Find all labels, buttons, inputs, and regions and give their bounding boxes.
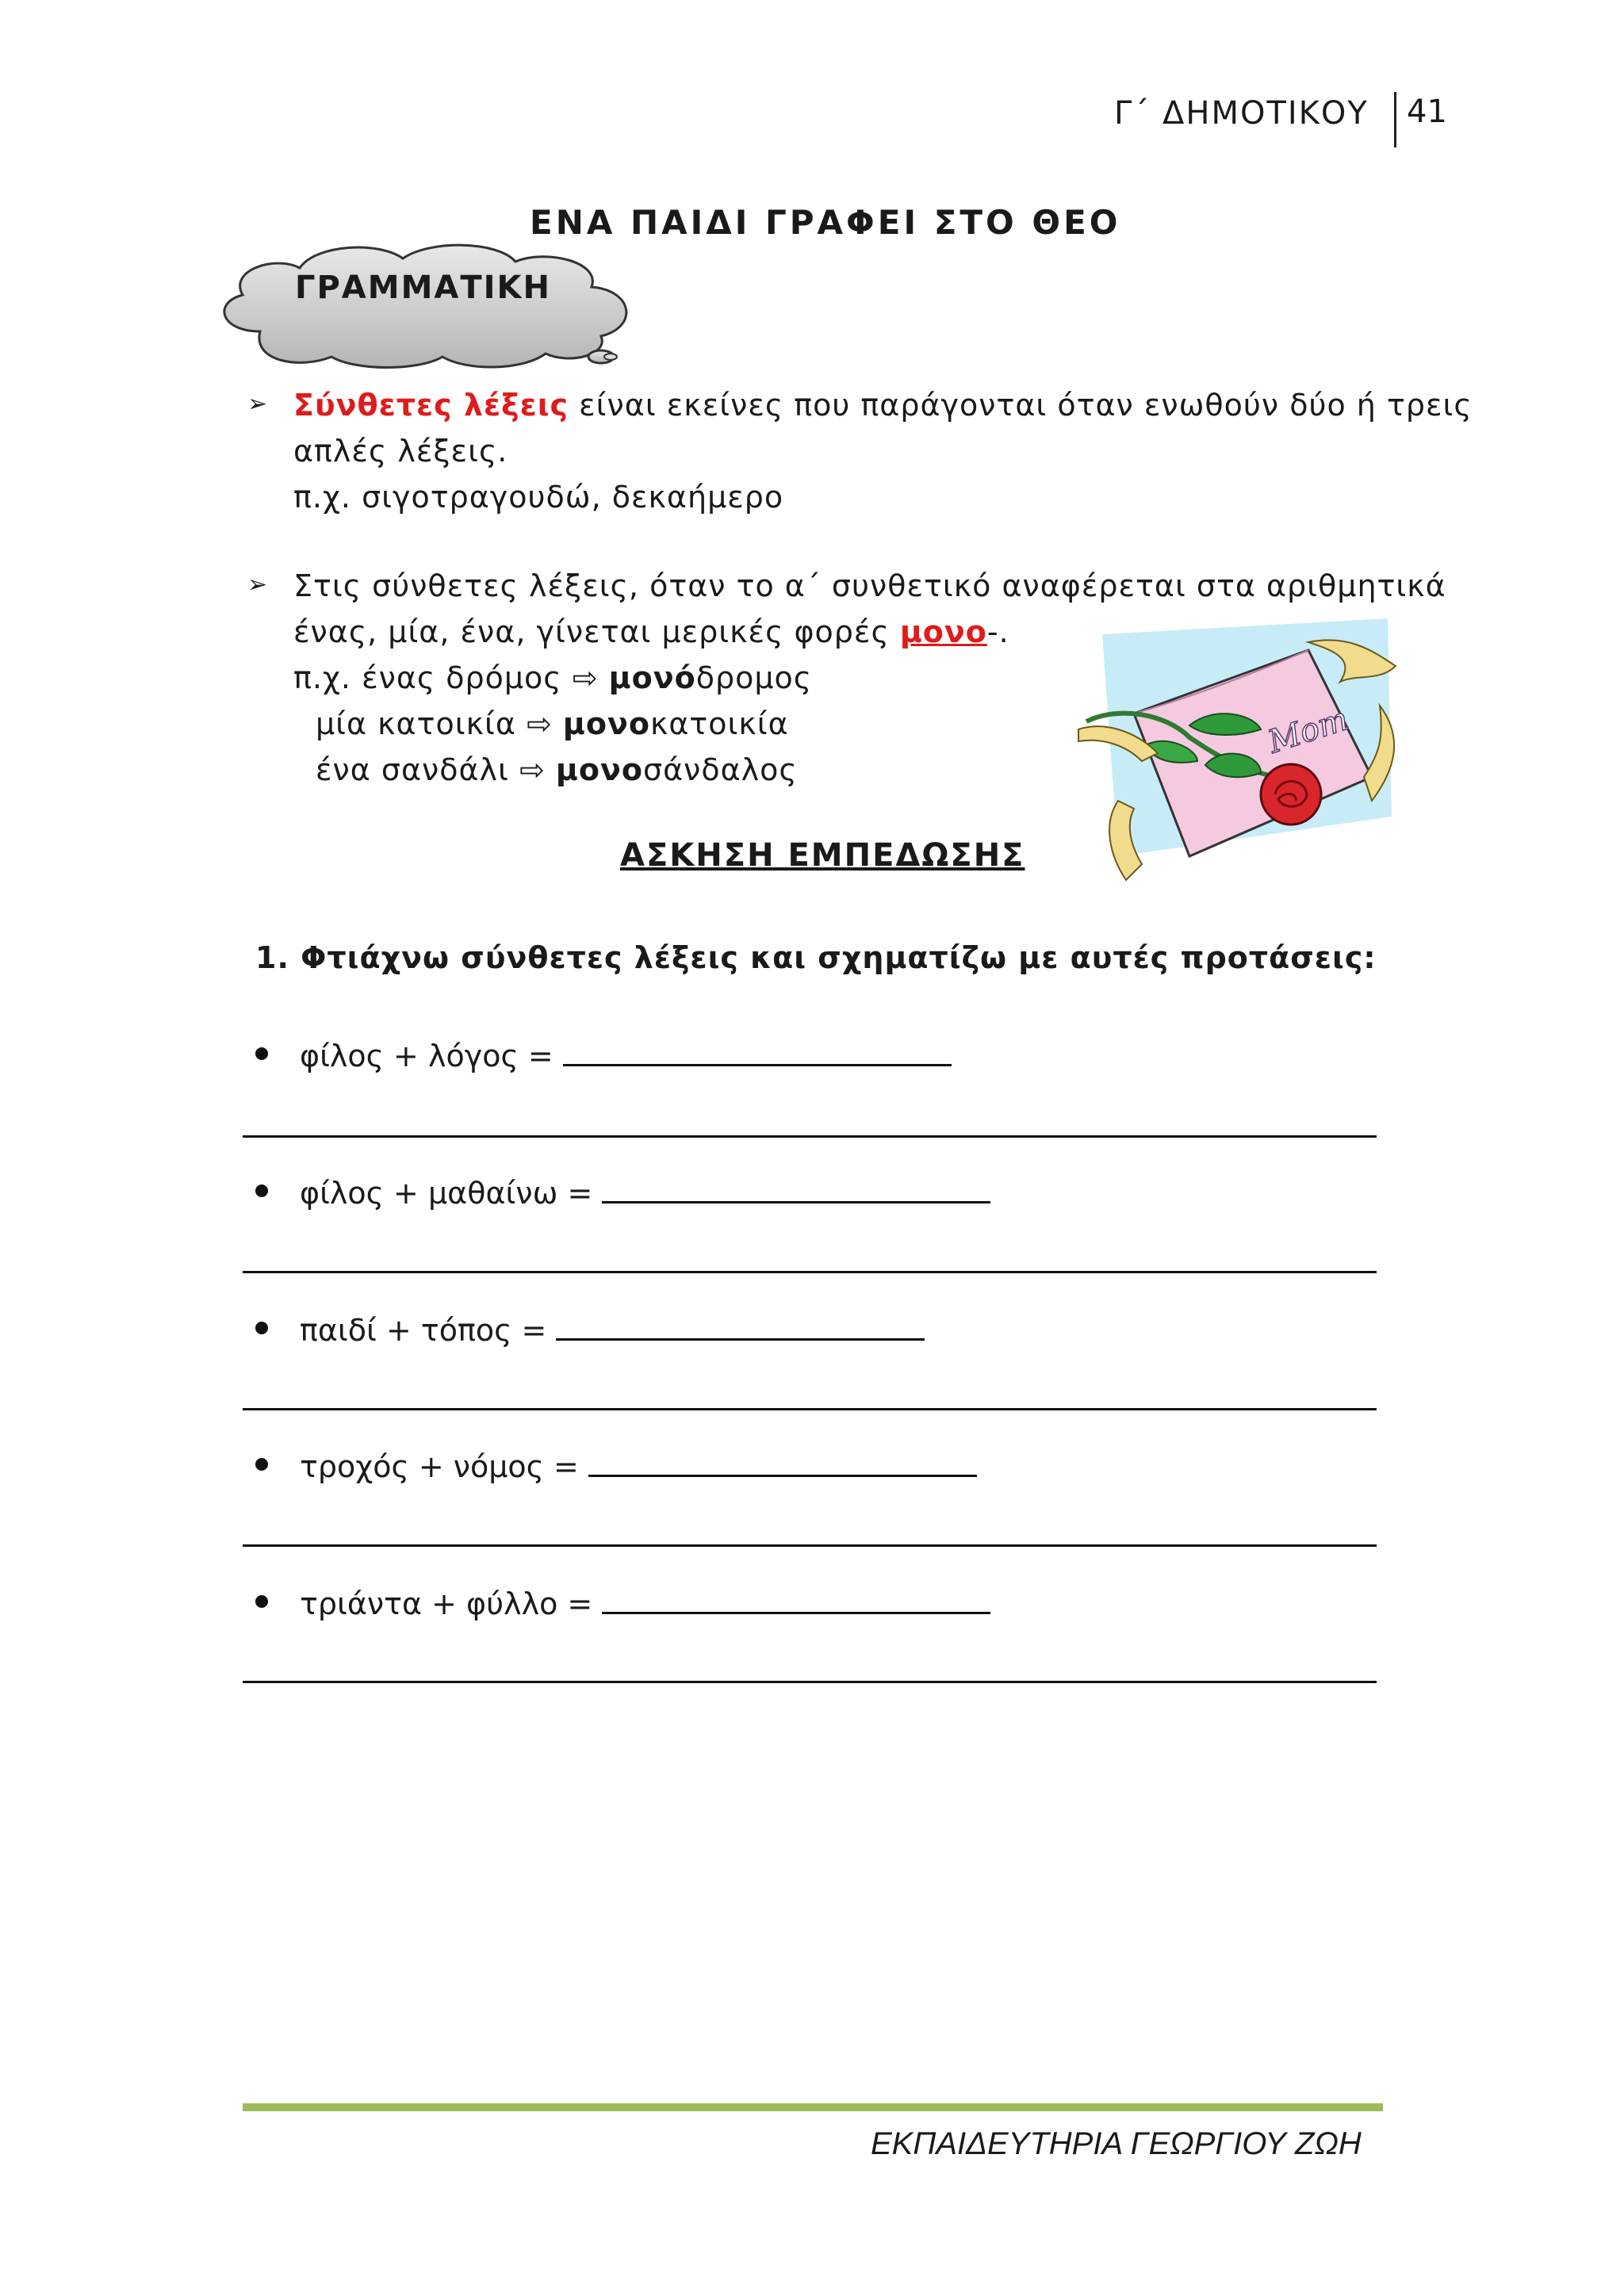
arrow-right-icon: ⇨ [519,752,546,787]
bullet-icon [255,1184,268,1197]
bullet-icon [255,1595,268,1608]
card-text: Mom [1263,700,1354,761]
exercise-heading: ΑΣΚΗΣΗ ΕΜΠΕΔΩΣΗΣ [620,837,1025,874]
header-divider [1394,92,1396,147]
arrow-bullet-icon: ➢ [247,390,268,418]
rule-1-example: π.χ. σιγοτραγουδώ, δεκαήμερο [293,480,784,515]
mono-prefix: μονο [899,614,987,649]
question-1: 1. Φτιάχνω σύνθετες λέξεις και σχηματίζω με αυτές προτάσεις: [255,940,1377,975]
answer-blank[interactable] [588,1443,977,1477]
answer-blank[interactable] [556,1307,925,1341]
example-monodromos: π.χ. ένας δρόμος ⇨ μονόδρομος [293,660,813,695]
example-monosandalos: ένα σανδάλι ⇨ μονοσάνδαλος [316,752,798,787]
header-class-label: Γ΄ ΔΗΜΟΤΙΚΟΥ [1114,95,1369,132]
exercise-item: τριάντα + φύλλο = [255,1580,990,1621]
example-monokatoikia: μία κατοικία ⇨ μονοκατοικία [316,706,789,741]
compound-words-term: Σύνθετες λέξεις [293,388,569,423]
rule-2: Στις σύνθετες λέξεις, όταν το α΄ συνθετικό αναφέρεται στα αριθμητικά ένας, μία, ένα, γίνεται μερικές φορές μονο-. π.χ. ένας δρόμος ⇨ μονόδρομος μία κατοικία ⇨ μονοκατοικία ένα σανδάλι ⇨ μονοσάνδαλος [293,563,1380,793]
bullet-icon [255,1322,268,1334]
rule-1: Σύνθετες λέξεις είναι εκείνες που παράγονται όταν ενωθούν δύο ή τρεις απλές λέξεις. π.χ. σιγοτραγουδώ, δεκαήμερο [293,382,1380,520]
sentence-line[interactable] [243,1135,1377,1138]
sentence-line[interactable] [243,1271,1377,1273]
sentence-line[interactable] [243,1544,1377,1547]
arrow-right-icon: ⇨ [526,706,553,741]
exercise-item: φίλος + μαθαίνω = [255,1169,990,1211]
sentence-line[interactable] [243,1408,1377,1410]
arrow-right-icon: ⇨ [572,660,599,695]
answer-blank[interactable] [602,1169,990,1203]
exercise-item: τροχός + νόμος = [255,1443,977,1484]
mothers-day-card-icon [1071,618,1404,888]
exercise-item: φίλος + λόγος = [255,1032,952,1073]
footer-teacher: ΕΚΠΑΙΔΕΥΤΗΡΙΑ ΓΕΩΡΓΙΟΥ ΖΩΗ [871,2126,1362,2161]
sentence-line[interactable] [243,1681,1377,1683]
exercise-item: παιδί + τόπος = [255,1307,925,1348]
page-number: 41 [1407,94,1447,130]
arrow-bullet-icon: ➢ [247,571,268,599]
grammar-label: ΓΡΑΜΜΑΤΙΚΗ [295,270,551,306]
bullet-icon [255,1458,268,1471]
footer-accent-bar [243,2103,1383,2111]
page-title: ΕΝΑ ΠΑΙΔΙ ΓΡΑΦΕΙ ΣΤΟ ΘΕΟ [530,203,1121,242]
bullet-icon [255,1047,268,1060]
answer-blank[interactable] [563,1032,952,1066]
answer-blank[interactable] [602,1580,990,1614]
